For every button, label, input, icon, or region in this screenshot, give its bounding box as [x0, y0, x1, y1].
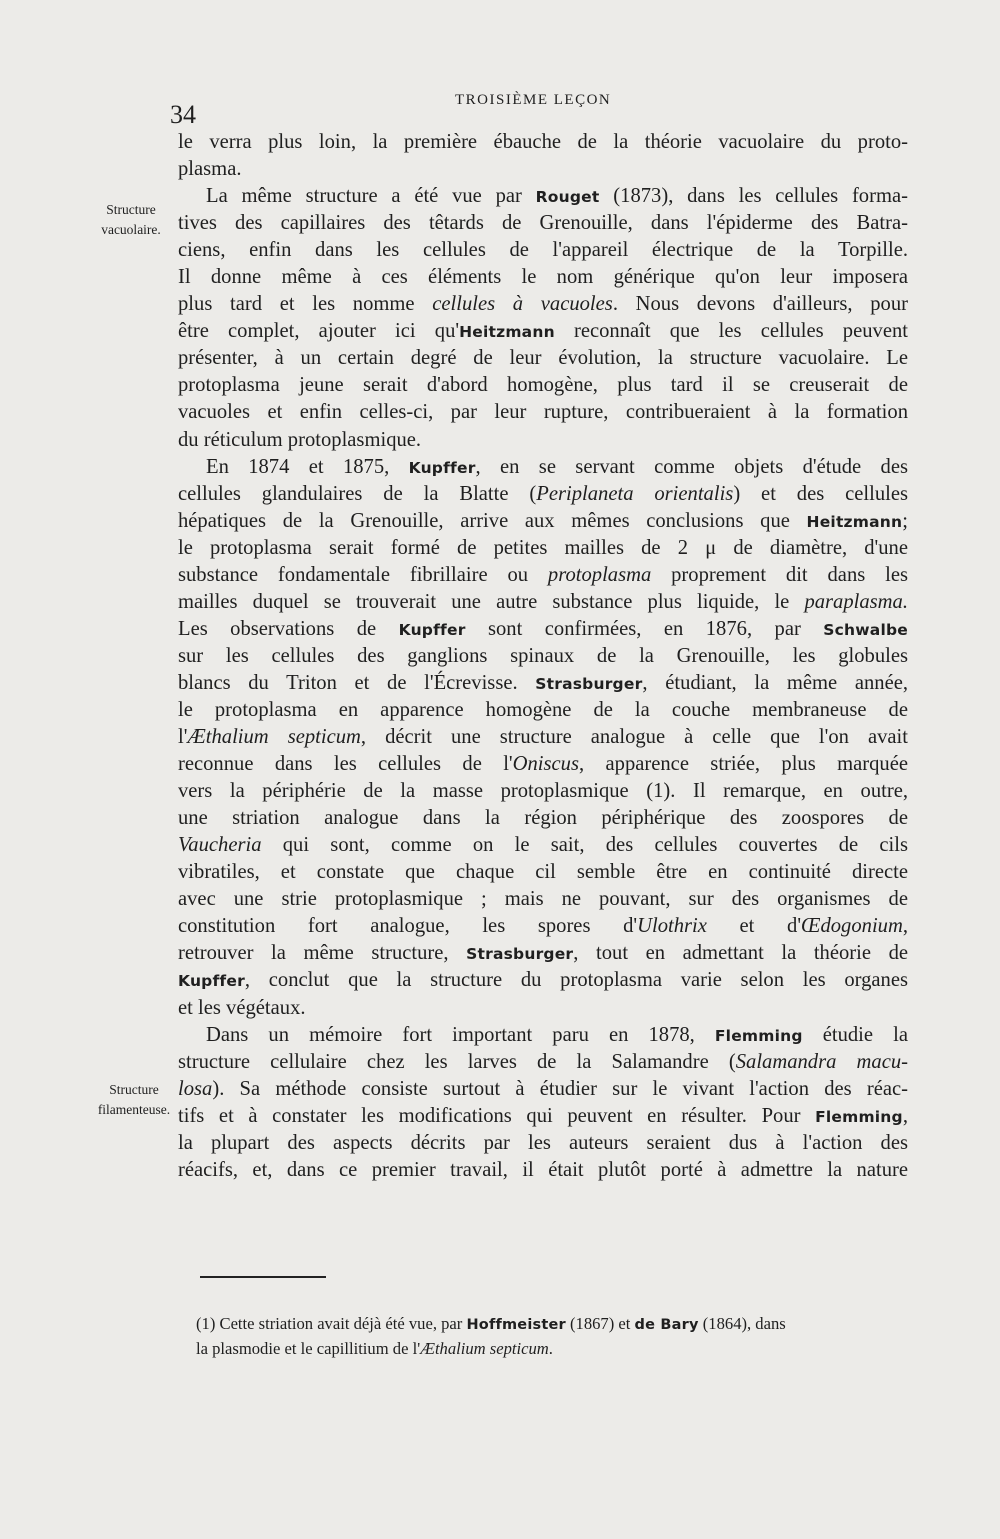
italic-term: Vaucheria [178, 834, 262, 857]
italic-term: Salamandra macu- [735, 1050, 908, 1073]
italic-term: losa [178, 1077, 213, 1100]
text-line [178, 454, 908, 481]
text-line [178, 318, 908, 345]
text-line [178, 751, 908, 778]
author-name: Kupffer [398, 620, 466, 639]
text-run: . Nous devons d'ailleurs, pour [612, 293, 908, 316]
text-run: du réticulum protoplasmique. [178, 428, 422, 451]
text-run: vers la périphérie de la masse protoplasmique (1). Il remarque, en outre, [178, 780, 908, 803]
text-line [178, 183, 908, 210]
text-line [178, 1022, 908, 1049]
text-line [178, 345, 908, 372]
text-line [178, 156, 908, 183]
text-run: proprement dit dans les [651, 563, 908, 586]
author-name: Heitzmann [459, 323, 555, 342]
text-run: le protoplasma serait formé de petites mailles de 2 μ de diamètre, d'une [178, 536, 908, 559]
text-run: tives des capillaires des têtards de Grenouille, dans l'épiderme des Batra- [178, 212, 908, 235]
text-line [178, 805, 908, 832]
footnote-rule [200, 1276, 326, 1278]
text-run: (1873), dans les cellules forma- [599, 185, 908, 208]
text-line [178, 643, 908, 670]
text-run: ; [902, 509, 908, 532]
author-name: Kupffer [178, 972, 245, 991]
text-run: être complet, ajouter ici qu' [178, 320, 460, 343]
text-line [178, 291, 908, 318]
text-line [178, 589, 908, 616]
text-line [178, 399, 908, 426]
text-run: reconnaît que les cellules peuvent [554, 320, 908, 343]
text-run: constitution fort analogue, les spores d' [178, 915, 638, 938]
text-line [178, 940, 908, 967]
author-name: Flemming [714, 1026, 803, 1045]
body-text [178, 129, 908, 1184]
text-run: la plasmodie et le capillitium de l' [196, 1339, 421, 1358]
margin-note-line: filamenteuse. [97, 1102, 171, 1117]
text-run: qui sont, comme on le sait, des cellules couvertes de cils [261, 834, 908, 857]
text-line [178, 1076, 908, 1103]
margin-note-line: Structure [106, 202, 156, 217]
author-name: Heitzmann [806, 512, 903, 531]
text-run: ) et des cellules [733, 482, 909, 505]
text-run: Les observations de [178, 617, 399, 640]
italic-term: Œdogonium [801, 915, 903, 938]
text-line [178, 1103, 908, 1130]
text-run: (1867) et [565, 1314, 635, 1333]
margin-note-vacuolar [72, 200, 190, 240]
text-run: ciens, enfin dans les cellules de l'appareil électrique de la Torpille. [178, 239, 908, 262]
text-run: structure cellulaire chez les larves de la Salamandre ( [178, 1050, 736, 1073]
text-run: Il donne même à ces éléments le nom générique qu'on leur imposera [178, 266, 908, 289]
text-line [178, 1049, 908, 1076]
text-run: , conclut que la structure du protoplasma varie selon les organes [244, 969, 908, 992]
text-run: , en se servant comme objets d'étude des [475, 455, 908, 478]
text-line [178, 562, 908, 589]
text-run: (1) Cette striation avait déjà été vue, par [196, 1314, 467, 1333]
text-run: blancs du Triton et de l'Écrevisse. [178, 671, 536, 694]
page-number: 34 [170, 100, 196, 129]
footnote-line [196, 1337, 922, 1360]
text-run: le protoplasma en apparence homogène de la couche membraneuse de [178, 698, 908, 721]
text-line [178, 967, 908, 994]
text-line [178, 129, 908, 156]
text-run: . [548, 1339, 553, 1358]
text-run: une striation analogue dans la région périphérique des zoospores de [178, 807, 908, 830]
margin-note-line: vacuolaire. [101, 222, 161, 237]
text-run: et d' [706, 915, 802, 938]
italic-term: paraplasma. [804, 590, 908, 613]
text-run: , [902, 915, 908, 938]
text-line [178, 264, 908, 291]
author-name: Schwalbe [823, 620, 908, 639]
text-run: sont confirmées, en 1876, par [465, 617, 824, 640]
text-run: reconnue dans les cellules de l' [178, 753, 513, 776]
text-run: mailles duquel se trouverait une autre substance plus liquide, le [178, 590, 805, 613]
text-run: sur les cellules des ganglions spinaux de la Grenouille, les globules [178, 644, 908, 667]
text-line [178, 616, 908, 643]
author-name: Kupffer [408, 458, 476, 477]
author-name: Rouget [535, 188, 600, 207]
text-line [178, 778, 908, 805]
text-run: , étudiant, la même année, [642, 671, 908, 694]
text-run: Dans un mémoire fort important paru en 1878, [206, 1023, 715, 1046]
text-run: , décrit une structure analogue à celle que l'on avait [360, 726, 909, 749]
text-line [178, 1130, 908, 1157]
text-line [178, 481, 908, 508]
author-name: Strasburger [466, 945, 574, 964]
text-line [178, 508, 908, 535]
italic-term: Æthalium septicum [420, 1339, 549, 1358]
text-run: vibratiles, et constate que chaque cil semble être en continuité directe [178, 861, 908, 884]
text-line [178, 535, 908, 562]
footnote [196, 1312, 922, 1360]
text-run: et les végétaux. [178, 996, 306, 1019]
margin-note-filamentous [75, 1080, 193, 1120]
text-run: En 1874 et 1875, [206, 455, 409, 478]
text-run: , [902, 1104, 908, 1127]
text-run: le verra plus loin, la première ébauche de la théorie vacuolaire du proto- [178, 131, 908, 153]
text-line [178, 913, 908, 940]
text-line [178, 372, 908, 399]
text-run: , tout en admettant la théorie de [573, 942, 909, 965]
text-run: cellules glandulaires de la Blatte ( [178, 482, 537, 505]
text-run: réacifs, et, dans ce premier travail, il était plutôt porté à admettre la nature [178, 1158, 908, 1181]
text-line [178, 427, 908, 454]
text-run: la plupart des aspects décrits par les auteurs seraient dus à l'action des [178, 1131, 908, 1154]
text-run: , apparence striée, plus marquée [579, 753, 908, 776]
text-line [178, 1157, 908, 1184]
margin-note-line: Structure [109, 1082, 159, 1097]
text-run: tifs et à constater les modifications qui peuvent en résulter. Pour [178, 1104, 816, 1127]
italic-term: protoplasma [547, 563, 652, 586]
text-line [178, 670, 908, 697]
text-run: plasma. [178, 158, 242, 181]
text-line [178, 995, 908, 1022]
text-run: La même structure a été vue par [206, 185, 536, 208]
author-name: Strasburger [535, 674, 643, 693]
text-run: ). Sa méthode consiste surtout à étudier sur le vivant l'action des réac- [212, 1077, 908, 1100]
running-head: TROISIÈME LEÇON [455, 92, 612, 108]
text-run: avec une strie protoplasmique ; mais ne pouvant, sur des organismes de [178, 888, 908, 911]
text-line [178, 724, 908, 751]
text-run: vacuoles et enfin celles-ci, par leur rupture, contribueraient à la formation [178, 401, 908, 424]
text-run: étudie la [802, 1023, 908, 1046]
italic-term: Periplaneta orientalis [536, 482, 734, 505]
text-line [178, 832, 908, 859]
text-run: plus tard et les nomme [178, 293, 433, 316]
text-line [178, 237, 908, 264]
italic-term: Ulothrix [637, 915, 707, 938]
italic-term: cellules à vacuoles [432, 293, 613, 316]
footnote-line [196, 1312, 922, 1337]
text-run: protoplasma jeune serait d'abord homogène, plus tard il se creuserait de [178, 374, 908, 397]
text-run: hépatiques de la Grenouille, arrive aux mêmes conclusions que [178, 509, 807, 532]
italic-term: Oniscus [512, 753, 579, 776]
text-run: l' [178, 726, 188, 749]
text-run: présenter, à un certain degré de leur évolution, la structure vacuolaire. Le [178, 347, 908, 370]
text-line [178, 886, 908, 913]
text-line [178, 210, 908, 237]
text-run: substance fondamentale fibrillaire ou [178, 563, 548, 586]
italic-term: Æthalium septicum [187, 726, 361, 749]
author-name: de Bary [634, 1317, 699, 1333]
text-line [178, 697, 908, 724]
author-name: Hoffmeister [466, 1317, 566, 1333]
author-name: Flemming [815, 1107, 903, 1126]
text-line [178, 859, 908, 886]
text-run: (1864), dans [698, 1314, 786, 1333]
text-run: retrouver la même structure, [178, 942, 467, 965]
